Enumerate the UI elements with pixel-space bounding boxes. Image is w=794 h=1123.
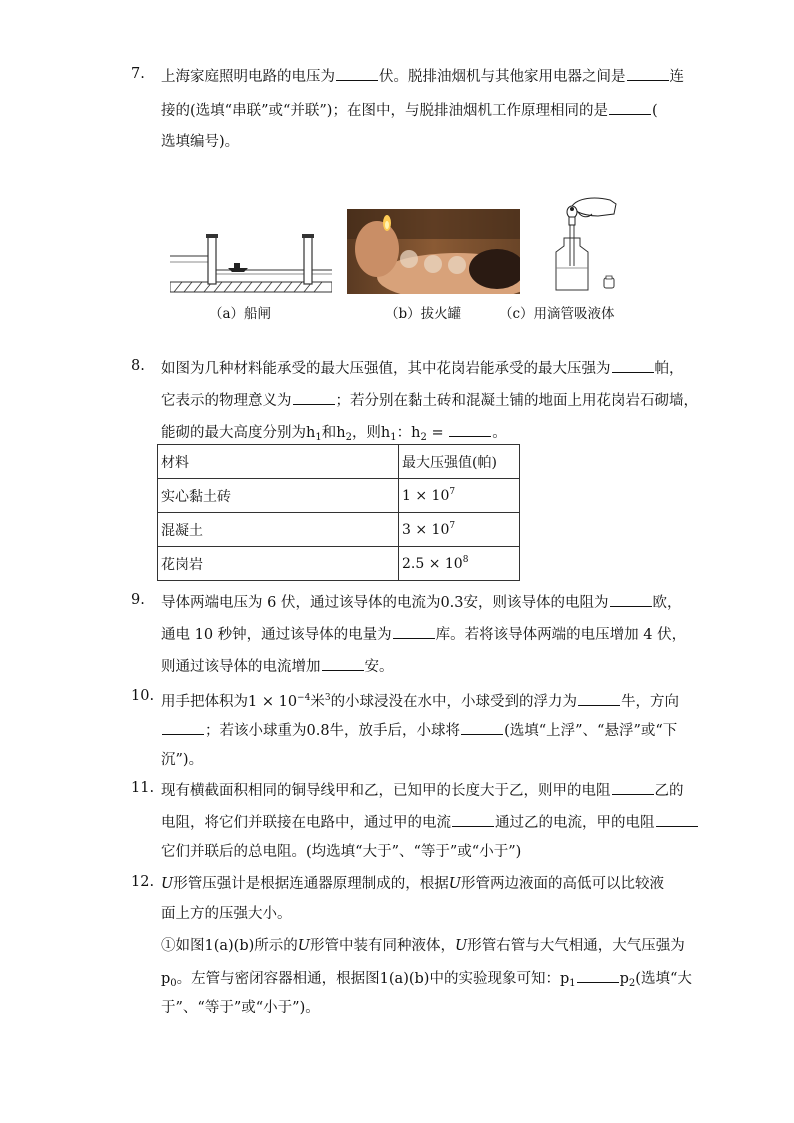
answer-blank[interactable] [612,358,654,373]
pressure-cell: $1 \times 10^7$ [399,479,520,513]
figure-caption-a: （a）船闸 [209,306,272,322]
materials-pressure-table [157,444,520,581]
answer-blank[interactable] [336,66,378,81]
question-line: 电阻，将它们并联接在电路中，通过甲的电流 通过乙的电流，甲的电阻 [161,812,699,833]
question-line: 它们并联后的总电阻。(均选填“大于”、“等于”或“小于”) [161,844,522,860]
question-line: ；若该小球重为0.8牛，放手后，小球将 (选填“上浮”、“悬浮”或“下 [161,720,677,741]
question-line: 沉”)。 [161,752,204,768]
question-line: 接的(选填“串联”或“并联”)；在图中，与脱排油烟机工作原理相同的是 ( [161,100,658,121]
cupping-photo [347,209,520,294]
question-line: 能砌的最大高度分别为$h_1$和$h_2$，则$h_1$：$h_2$ = 。 [161,422,507,448]
material-cell: 实心黏土砖 [158,479,399,513]
answer-blank[interactable] [577,968,619,983]
answer-blank[interactable] [293,390,335,405]
table-header-row [158,445,520,479]
table-row [158,479,520,513]
ship-lock-illustration [170,228,332,296]
question-line: 用手把体积为$1 \times 10^{-4}$米$^3$的小球浸没在水中，小球受到的浮力为 牛，方向 [161,693,680,710]
question-number: 9. [131,592,145,608]
table-row [158,513,520,547]
question-line: 于”、“等于”或“小于”)。 [161,1000,320,1016]
answer-blank[interactable] [578,691,620,706]
question-number: 10. [131,688,155,704]
answer-blank[interactable] [461,720,503,735]
question-line: 选填编号)。 [161,134,240,150]
answer-blank[interactable] [656,812,698,827]
question-number: 11. [131,780,155,796]
material-cell: 花岗岩 [158,547,399,581]
question-line: 通电 10 秒钟，通过该导体的电量为 库。若将该导体两端的电压增加 4 伏， [161,624,686,645]
answer-blank[interactable] [610,592,652,607]
answer-blank[interactable] [609,100,651,115]
question-number: 12. [131,874,155,890]
figure-caption-b: （b）拔火罐 [385,306,462,322]
question-line: 如图为几种材料能承受的最大压强值，其中花岗岩能承受的最大压强为 帕， [161,358,684,379]
question-line: ①如图1(a)(b)所示的U形管中装有同种液体，U形管右管与大气相通，大气压强为 [161,938,685,954]
answer-blank[interactable] [449,422,491,437]
question-line: 现有横截面积相同的铜导线甲和乙，已知甲的长度大于乙，则甲的电阻 乙的 [161,780,684,801]
pressure-cell: $3 \times 10^7$ [399,513,520,547]
question-line: 面上方的压强大小。 [161,906,292,922]
question-line: 导体两端电压为 6 伏，通过该导体的电流为0.3安，则该导体的电阻为 欧， [161,592,682,613]
answer-blank[interactable] [627,66,669,81]
answer-blank[interactable] [452,812,494,827]
figure-caption-c: （c）用滴管吸液体 [499,306,615,322]
question-line: 上海家庭照明电路的电压为 伏。脱排油烟机与其他家用电器之间是 连 [161,66,684,87]
question-line: 它表示的物理意义为 ；若分别在黏土砖和混凝土铺的地面上用花岗岩石砌墙， [161,390,698,411]
question-number: 7. [131,66,145,82]
answer-blank[interactable] [393,624,435,639]
question-line: $p_0$。左管与密闭容器相通，根据图1(a)(b)中的实验现象可知：$p_1$ $p_2$(选填“大 [161,968,692,994]
material-cell: 混凝土 [158,513,399,547]
table-header: 最大压强值(帕) [399,445,520,479]
pressure-cell: $2.5 \times 10^8$ [399,547,520,581]
answer-blank[interactable] [612,780,654,795]
answer-blank[interactable] [162,720,204,735]
answer-blank[interactable] [322,656,364,671]
table-row [158,547,520,581]
question-line: U形管压强计是根据连通器原理制成的，根据U形管两边液面的高低可以比较液 [161,876,664,892]
table-header: 材料 [158,445,399,479]
dropper-bottle-illustration [548,194,618,296]
question-line: 则通过该导体的电流增加 安。 [161,656,394,677]
question-number: 8. [131,358,145,374]
